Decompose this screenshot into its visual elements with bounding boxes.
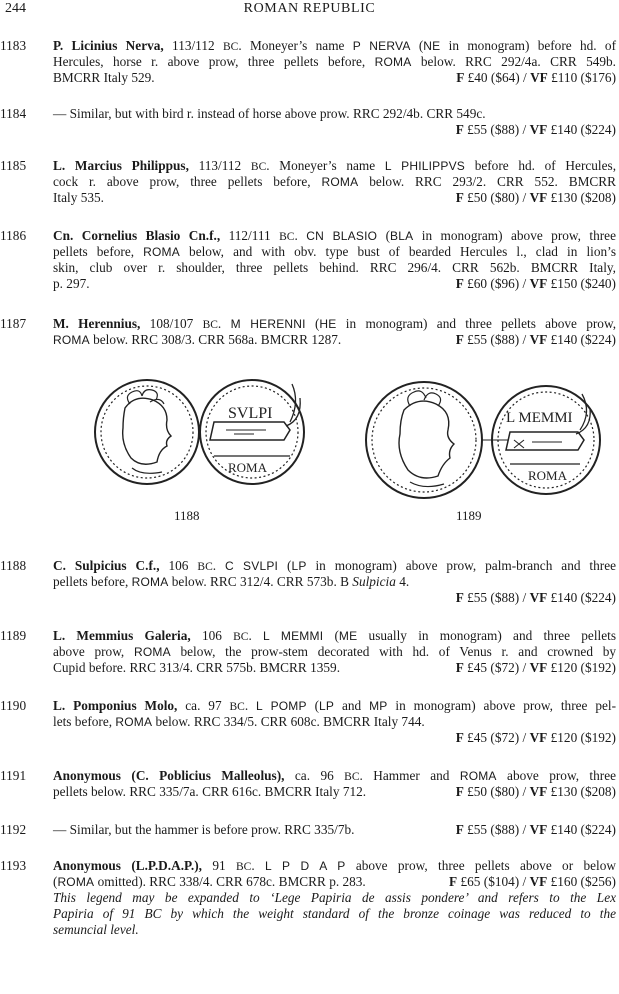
era-label: BC bbox=[222, 41, 239, 53]
moneyer-name: Cn. Cornelius Blasio Cn.f., bbox=[53, 228, 221, 243]
text: Hercules, horse r. above prow, three pellets before, bbox=[53, 54, 375, 69]
price-vf: £120 ($192) bbox=[547, 660, 616, 675]
text: 4. bbox=[395, 574, 410, 589]
legend: ROMA bbox=[374, 55, 412, 69]
text: and bbox=[334, 698, 370, 713]
text: — Similar, but the hammer is before prow. RRC 335/7b. bbox=[53, 822, 355, 837]
date-text: ca. 96 bbox=[284, 768, 345, 783]
text: . bbox=[217, 316, 231, 331]
price-f: £55 ($88) / bbox=[463, 590, 530, 605]
text: — Similar, but with bird r. instead of horse above prow. RRC 292/4b. CRR 549c. bbox=[53, 106, 486, 121]
plate-label-1188: 1188 bbox=[174, 508, 200, 523]
price bbox=[456, 730, 616, 746]
era-label: BC bbox=[202, 319, 218, 331]
coin-1189-obverse bbox=[366, 382, 482, 498]
note-line: semuncial level. bbox=[53, 922, 139, 937]
grade-vf: VF bbox=[529, 874, 548, 889]
text: below. RRC 312/4. CRR 573b. B bbox=[168, 574, 353, 589]
coin-1188-legend: SVLPI bbox=[228, 405, 273, 422]
catalog-entry-1184 bbox=[0, 106, 619, 138]
reference-text: Cupid before. RRC 313/4. CRR 575b. BMCRR 1359. bbox=[53, 660, 341, 675]
grade-vf: VF bbox=[529, 122, 548, 137]
legend: ROMA bbox=[131, 575, 169, 589]
coin-1188-reverse bbox=[200, 380, 304, 484]
era-label: BC bbox=[229, 701, 245, 713]
reference-text: BMCRR Italy 529. bbox=[53, 70, 155, 85]
monogram: ME bbox=[338, 629, 358, 643]
grade-vf: VF bbox=[530, 70, 548, 85]
grade-vf: VF bbox=[529, 590, 548, 605]
date-text: 91 bbox=[202, 858, 236, 873]
text: in monogram) before hd. of bbox=[440, 38, 616, 53]
catalog-entry-1185 bbox=[0, 158, 619, 206]
date-text: 106 bbox=[190, 628, 234, 643]
legend: M HERENNI bbox=[230, 317, 306, 331]
text: ( bbox=[323, 628, 339, 643]
catalog-entry-1192 bbox=[0, 822, 619, 838]
legend: P NERVA bbox=[352, 39, 411, 53]
price-vf: £140 ($224) bbox=[547, 122, 616, 137]
catalog-entry-1193 bbox=[0, 858, 619, 938]
legend: ROMA bbox=[321, 175, 359, 189]
grade-vf: VF bbox=[529, 784, 548, 799]
price-vf: £120 ($192) bbox=[547, 730, 616, 745]
monogram: LP bbox=[319, 699, 335, 713]
running-head: ROMAN REPUBLIC bbox=[243, 1, 376, 16]
text: below. RRC 293/2. CRR 552. BMCRR bbox=[358, 174, 617, 189]
text: ( bbox=[305, 316, 320, 331]
legend: ROMA bbox=[57, 875, 95, 889]
text: in monogram) above prow, palm-branch and three bbox=[306, 558, 617, 573]
legend: ROMA bbox=[459, 769, 497, 783]
price-f: £55 ($88) / bbox=[463, 822, 530, 837]
price-f: £45 ($72) / bbox=[463, 730, 530, 745]
price-f: £45 ($72) / bbox=[463, 660, 530, 675]
grade-f: F bbox=[455, 660, 464, 675]
era-label: BC bbox=[235, 861, 252, 873]
grade-vf: VF bbox=[529, 190, 548, 205]
price-f: £50 ($80) / bbox=[463, 784, 530, 799]
catalog-entry-1189 bbox=[0, 628, 619, 676]
grade-f: F bbox=[449, 874, 458, 889]
entry-number: 1190 bbox=[0, 698, 27, 713]
monogram: MP bbox=[369, 699, 388, 713]
price bbox=[456, 276, 616, 292]
entry-number: 1187 bbox=[0, 316, 27, 331]
price-vf: £140 ($224) bbox=[547, 822, 616, 837]
moneyer-name: Anonymous (L.P.D.A.P.), bbox=[53, 858, 202, 873]
text: . bbox=[212, 558, 226, 573]
entry-number: 1183 bbox=[0, 38, 27, 53]
text: ( bbox=[306, 698, 320, 713]
grade-vf: VF bbox=[529, 822, 548, 837]
price-vf: £160 ($256) bbox=[547, 874, 616, 889]
price bbox=[456, 70, 616, 86]
moneyer-name: L. Pomponius Molo, bbox=[53, 698, 178, 713]
text: in monogram) and three pellets above prow, bbox=[336, 316, 617, 331]
legend: ROMA bbox=[115, 715, 153, 729]
text: ( bbox=[410, 38, 424, 53]
text: in monogram) above prow, three pel- bbox=[387, 698, 616, 713]
price bbox=[456, 784, 616, 800]
grade-vf: VF bbox=[529, 730, 548, 745]
text: lets before, bbox=[53, 714, 116, 729]
legend: L P D A P bbox=[264, 859, 346, 873]
coin-1188-obverse bbox=[95, 380, 199, 484]
text: . bbox=[251, 858, 265, 873]
catalog-entry-1188 bbox=[0, 558, 619, 606]
text: below. RRC 334/5. CRR 608c. BMCRR Italy 744. bbox=[152, 714, 425, 729]
price bbox=[456, 332, 616, 348]
moneyer-name: M. Herennius, bbox=[53, 316, 141, 331]
era-label: BC bbox=[279, 231, 295, 243]
catalog-entry-1186 bbox=[0, 228, 619, 292]
moneyer-name: P. Licinius Nerva, bbox=[53, 38, 164, 53]
grade-f: F bbox=[455, 784, 464, 799]
text: below. RRC 292/4a. CRR 549b. bbox=[411, 54, 616, 69]
price-vf: £110 ($176) bbox=[547, 70, 616, 85]
reference-text: p. 297. bbox=[53, 276, 90, 291]
text: omitted). RRC 338/4. CRR 678c. BMCRR p. 283. bbox=[94, 874, 366, 889]
text: above prow, three pellets above or below bbox=[345, 858, 616, 873]
text: below, the prow-stem decorated with hd. of Venus r. and crowned by bbox=[170, 644, 616, 659]
grade-f: F bbox=[455, 590, 464, 605]
text: . bbox=[248, 628, 264, 643]
grade-f: F bbox=[455, 730, 464, 745]
entry-number: 1186 bbox=[0, 228, 27, 243]
legend: C SVLPI bbox=[225, 559, 279, 573]
text: above prow, three bbox=[496, 768, 617, 783]
price bbox=[449, 874, 616, 890]
page-number: 244 bbox=[5, 1, 26, 16]
coin-1189-exergue: ROMA bbox=[528, 468, 568, 483]
monogram: NE bbox=[423, 39, 441, 53]
price-vf: £140 ($224) bbox=[547, 332, 616, 347]
coin-1188-exergue: ROMA bbox=[228, 460, 268, 475]
text: below, and with obv. type bust of bearded Hercules l., clad in lion’s bbox=[179, 244, 617, 259]
era-label: BC bbox=[233, 631, 249, 643]
text: above prow, bbox=[53, 644, 134, 659]
grade-f: F bbox=[455, 190, 464, 205]
legend: CN BLASIO bbox=[306, 229, 378, 243]
coin-illustrations bbox=[0, 378, 619, 538]
moneyer-name: L. Memmius Galeria, bbox=[53, 628, 191, 643]
plate-label-1189: 1189 bbox=[456, 508, 482, 523]
price-vf: £150 ($240) bbox=[547, 276, 616, 291]
note-line: This legend may be expanded to ‘Lege Papiria de assis pondere’ and refers to the Lex bbox=[53, 890, 616, 905]
price bbox=[456, 122, 616, 138]
text: ( bbox=[377, 228, 391, 243]
reference-text: Italy 535. bbox=[53, 190, 104, 205]
price-f: £65 ($104) / bbox=[457, 874, 530, 889]
date-text: 106 bbox=[159, 558, 198, 573]
date-text: 113/112 bbox=[188, 158, 251, 173]
entry-number: 1192 bbox=[0, 822, 27, 837]
entry-number: 1184 bbox=[0, 106, 27, 121]
entry-number: 1193 bbox=[0, 858, 27, 873]
grade-f: F bbox=[455, 822, 464, 837]
legend: L POMP bbox=[256, 699, 307, 713]
note-line: Papiria of 91 BC by which the weight standard of the bronze coinage was reduced to the bbox=[53, 906, 616, 921]
legend: ROMA bbox=[143, 245, 180, 259]
grade-vf: VF bbox=[529, 660, 548, 675]
date-text: ca. 97 bbox=[177, 698, 230, 713]
legend: ROMA bbox=[133, 645, 171, 659]
text: pellets before, bbox=[53, 244, 144, 259]
moneyer-name: Anonymous (C. Poblicius Malleolus), bbox=[53, 768, 285, 783]
text: cock r. above prow, three pellets before, bbox=[53, 174, 322, 189]
price bbox=[456, 822, 616, 838]
catalog-entry-1191 bbox=[0, 768, 619, 800]
text: . Moneyer’s name bbox=[238, 38, 353, 53]
coin-1189-reverse bbox=[492, 386, 600, 494]
era-label: BC bbox=[250, 161, 267, 173]
price-f: £40 ($64) / bbox=[464, 70, 531, 85]
monogram: BLA bbox=[390, 229, 414, 243]
date-text: 108/107 bbox=[140, 316, 203, 331]
text: usually in monogram) and three pellets bbox=[357, 628, 616, 643]
catalog-entry-1183 bbox=[0, 38, 619, 86]
text: below. RRC 308/3. CRR 568a. BMCRR 1287. bbox=[89, 332, 342, 347]
text: ( bbox=[278, 558, 292, 573]
entry-number: 1191 bbox=[0, 768, 27, 783]
grade-f: F bbox=[455, 276, 464, 291]
text: . Moneyer’s name bbox=[266, 158, 385, 173]
coin-1189-legend: L MEMMI bbox=[506, 410, 573, 426]
text: skin, club over r. shoulder, three pellets behind. RRC 296/4. CRR 562b. BMCRR Italy, bbox=[53, 260, 616, 275]
entry-number: 1189 bbox=[0, 628, 27, 643]
price bbox=[456, 190, 616, 206]
coin-plate bbox=[0, 378, 619, 538]
text: pellets before, bbox=[53, 574, 132, 589]
legend: L PHILIPPVS bbox=[384, 159, 465, 173]
price bbox=[456, 590, 616, 606]
price-f: £55 ($88) / bbox=[463, 332, 530, 347]
grade-vf: VF bbox=[529, 276, 548, 291]
monogram: LP bbox=[291, 559, 307, 573]
price-f: £50 ($80) / bbox=[463, 190, 530, 205]
text: . bbox=[294, 228, 307, 243]
legend: ROMA bbox=[53, 333, 90, 347]
reference-text: pellets below. RRC 335/7a. CRR 616c. BMCRR Italy 712. bbox=[53, 784, 367, 799]
grade-f: F bbox=[456, 70, 465, 85]
price-f: £55 ($88) / bbox=[463, 122, 530, 137]
price bbox=[456, 660, 616, 676]
grade-vf: VF bbox=[529, 332, 548, 347]
text: . Hammer and bbox=[359, 768, 460, 783]
era-label: BC bbox=[344, 771, 360, 783]
family-name: Sulpicia bbox=[352, 574, 396, 589]
grade-f: F bbox=[455, 122, 464, 137]
era-label: BC bbox=[197, 561, 213, 573]
legend: L MEMMI bbox=[263, 629, 324, 643]
entry-number: 1185 bbox=[0, 158, 27, 173]
text: . bbox=[244, 698, 257, 713]
date-text: 113/112 bbox=[163, 38, 223, 53]
moneyer-name: L. Marcius Philippus, bbox=[53, 158, 189, 173]
catalog-entry-1190 bbox=[0, 698, 619, 746]
price-f: £60 ($96) / bbox=[463, 276, 530, 291]
price-vf: £130 ($208) bbox=[547, 190, 616, 205]
price-vf: £140 ($224) bbox=[547, 590, 616, 605]
monogram: HE bbox=[319, 317, 337, 331]
grade-f: F bbox=[455, 332, 464, 347]
catalog-entry-1187 bbox=[0, 316, 619, 348]
text: in monogram) above prow, three bbox=[413, 228, 616, 243]
text: ( bbox=[53, 874, 58, 889]
entry-number: 1188 bbox=[0, 558, 27, 573]
moneyer-name: C. Sulpicius C.f., bbox=[53, 558, 160, 573]
price-vf: £130 ($208) bbox=[547, 784, 616, 799]
date-text: 112/111 bbox=[220, 228, 280, 243]
text: before hd. of Hercules, bbox=[465, 158, 617, 173]
